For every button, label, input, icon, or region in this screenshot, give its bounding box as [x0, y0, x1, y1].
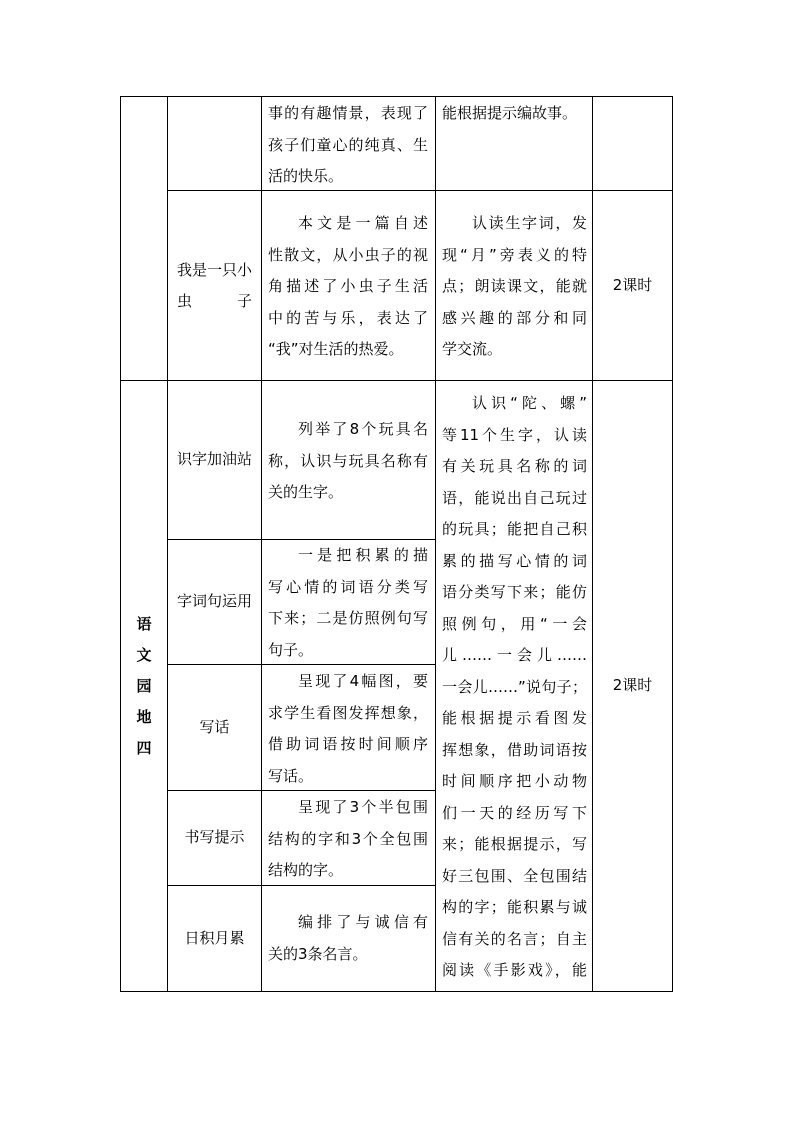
- goal-line: 好三包围、全包围结: [442, 866, 587, 885]
- content-line: 下来；二是仿照例句写: [268, 609, 428, 627]
- content-line: 称，认识与玩具名称有: [268, 451, 428, 470]
- content-line: 角描述了小虫子生活: [268, 277, 428, 295]
- goal-line: 认识“陀、螺”: [472, 394, 587, 412]
- content-line: 本文是一篇自述: [298, 214, 428, 232]
- goal-line: 挥想象，借助词语按: [442, 740, 587, 759]
- row1-content: [268, 98, 428, 193]
- content-line: 关的3条名言。: [268, 944, 368, 963]
- item-name: [168, 540, 261, 664]
- content-line: 借助词语按时间顺序: [268, 735, 428, 753]
- lesson-content: [268, 208, 428, 366]
- table-border-top: [120, 96, 673, 97]
- goal-line: 能根据提示编故事。: [442, 104, 578, 122]
- unit-title: [121, 381, 167, 991]
- content-line: 句子。: [268, 640, 314, 659]
- item-content: [268, 907, 428, 970]
- item-content: [268, 792, 428, 887]
- column-divider: [435, 96, 436, 992]
- goal-line: 学交流。: [442, 340, 503, 358]
- content-line: “我”对生活的热爱。: [268, 340, 404, 358]
- goal-line: 儿……一会儿……: [442, 646, 587, 664]
- item-name-text: 日积月累: [184, 928, 245, 947]
- goal-line: 时间顺序把小动物: [442, 772, 587, 790]
- lesson-name-line: 我是一只小: [176, 260, 252, 279]
- item-name-text: 字词句运用: [176, 592, 252, 611]
- content-line: 一是把积累的描: [298, 546, 428, 564]
- goal-line: 有关玩具名称的词: [442, 457, 587, 475]
- unit-title-char: 语: [136, 614, 152, 633]
- item-content: [268, 540, 428, 666]
- unit-hours: [593, 381, 672, 991]
- goal-line: 一会儿……”说句子；: [442, 677, 587, 696]
- content-line: 孩子们童心的纯真、生: [268, 135, 428, 154]
- goal-line: 构的字；能积累与诚: [442, 898, 587, 916]
- content-line: 结构的字和3个全包围: [268, 829, 428, 848]
- content-line: 呈现了4幅图，要: [298, 672, 428, 690]
- unit-title-char: 四: [136, 738, 152, 757]
- item-name: [168, 886, 261, 991]
- goal-line: 阅读《手影戏》，能: [442, 961, 587, 979]
- content-line: 写话。: [268, 766, 314, 785]
- goal-line: 等11个生字，认读: [442, 425, 587, 444]
- row1-goal: [442, 98, 587, 130]
- item-name: [168, 791, 261, 885]
- lesson-name: [168, 191, 261, 380]
- content-line: 性散文，从小虫子的视: [268, 245, 428, 264]
- item-name-text: 写话: [199, 717, 230, 736]
- goal-line: 现“月”旁表义的特: [442, 245, 587, 264]
- unit-title-char: 园: [136, 676, 152, 695]
- hours-text: 2课时: [612, 275, 653, 294]
- content-line: 求学生看图发挥想象，: [268, 703, 428, 722]
- item-content: [268, 666, 428, 792]
- goal-line: 的玩具；能把自己积: [442, 520, 587, 538]
- column-divider: [261, 96, 262, 992]
- content-line: 编排了与诚信有: [298, 913, 428, 931]
- goal-line: 照例句，用“一会: [442, 614, 587, 633]
- goal-line: 感兴趣的部分和同: [442, 308, 587, 327]
- content-line: 中的苦与乐，表达了: [268, 308, 428, 327]
- content-line: 关的生字。: [268, 483, 344, 501]
- content-line: 事的有趣情景，表现了: [268, 104, 428, 122]
- item-name: [168, 381, 261, 539]
- unit-goal: [442, 388, 587, 987]
- goal-line: 点；朗读课文，能就: [442, 277, 587, 295]
- content-line: 结构的字。: [268, 861, 344, 879]
- table-border-right: [672, 96, 673, 992]
- hours-text: 2课时: [612, 676, 653, 695]
- goal-line: 能根据提示看图发: [442, 709, 587, 727]
- unit-title-char: 文: [136, 645, 152, 664]
- unit-title-char: 地: [136, 707, 152, 726]
- item-name-text: 书写提示: [184, 828, 245, 847]
- goal-line: 来；能根据提示，写: [442, 835, 587, 853]
- table-border-bottom: [120, 991, 673, 992]
- goal-line: 信有关的名言；自主: [442, 929, 587, 948]
- goal-line: 认读生字词，发: [472, 214, 587, 232]
- item-content: [268, 414, 428, 509]
- lesson-goal: [442, 208, 587, 366]
- goal-line: 语，能说出自己玩过: [442, 488, 587, 507]
- content-line: 呈现了3个半包围: [298, 798, 428, 816]
- item-name-text: 识字加油站: [176, 450, 252, 469]
- goal-line: 累的描写心情的词: [442, 551, 587, 570]
- goal-line: 们一天的经历写下: [442, 803, 587, 822]
- lesson-hours: [593, 191, 672, 380]
- lesson-name-line: 虫子: [176, 291, 252, 310]
- content-line: 列举了8个玩具名: [298, 420, 428, 438]
- goal-line: 语分类写下来；能仿: [442, 583, 587, 601]
- content-line: 写心情的词语分类写: [268, 577, 428, 596]
- item-name: [168, 665, 261, 790]
- content-line: 活的快乐。: [268, 167, 344, 185]
